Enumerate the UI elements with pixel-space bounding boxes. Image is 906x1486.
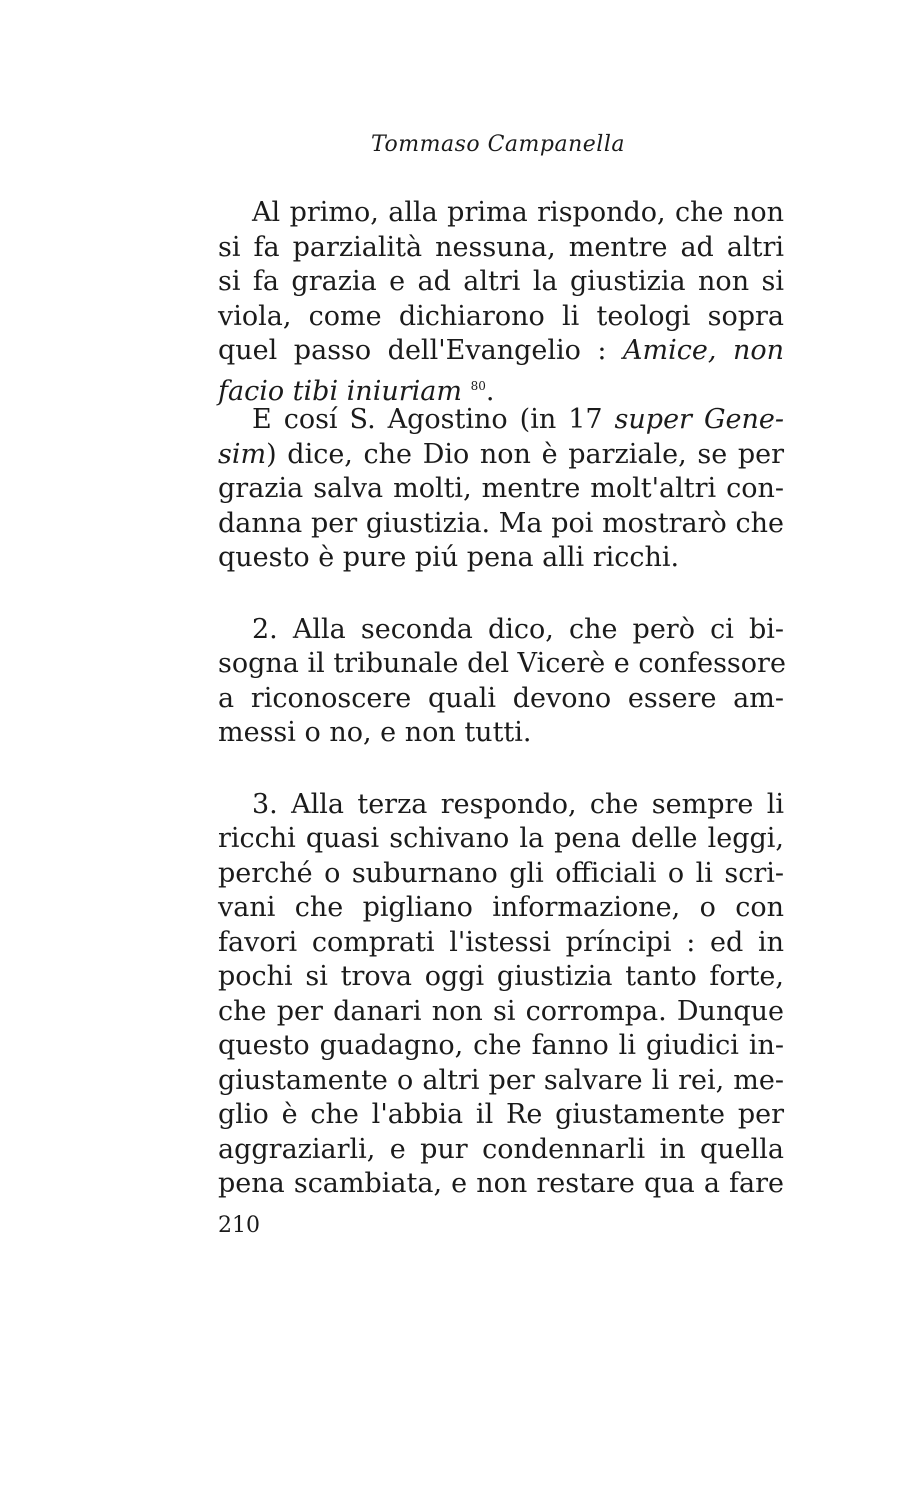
text-line: pochi si trova oggi giustizia tanto forte, bbox=[218, 961, 784, 992]
text-line: favori comprati l'istessi príncipi : ed in bbox=[218, 926, 784, 958]
latin-quote: facio tibi iniuriam bbox=[218, 375, 462, 407]
text-line: danna per giustizia. Ma poi mostrarò che bbox=[218, 507, 784, 539]
text-line: si fa parzialità nessuna, mentre ad altri bbox=[218, 231, 784, 263]
running-head: Tommaso Campanella bbox=[371, 132, 625, 157]
text-line: 2. Alla seconda dico, che però ci bi- bbox=[252, 613, 784, 645]
text-line: messi o no, e non tutti. bbox=[218, 717, 532, 748]
paragraph-3 bbox=[218, 613, 784, 751]
text-line bbox=[218, 334, 784, 369]
text-line: 3. Alla terza respondo, che sempre li bbox=[252, 788, 784, 820]
text-line: pena scambiata, e non restare qua a fare bbox=[218, 1168, 784, 1199]
text-line: giustamente o altri per salvare li rei, me- bbox=[218, 1064, 784, 1096]
latin-title: sim bbox=[218, 438, 267, 470]
text-line: che per danari non si corrompa. Dunque bbox=[218, 995, 784, 1027]
latin-title: super Gene- bbox=[614, 404, 784, 435]
text-line: grazia salva molti, mentre molt'altri con- bbox=[218, 473, 784, 504]
page-number: 210 bbox=[218, 1213, 260, 1238]
text-run: quel passo dell'Evangelio : bbox=[218, 335, 607, 366]
text-line bbox=[218, 403, 784, 438]
text-line: viola, come dichiarono li teologi sopra bbox=[218, 300, 784, 332]
text-run: E cosí S. Agostino (in 17 bbox=[252, 404, 603, 435]
text-line: sogna il tribunale del Vicerè e confessore bbox=[218, 648, 786, 679]
text-line: questo guadagno, che fanno li giudici in- bbox=[218, 1030, 784, 1061]
text-line: vani che pigliano informazione, o con bbox=[218, 892, 784, 923]
paragraph-gap bbox=[218, 576, 784, 613]
text-line: perché o suburnano gli officiali o li scri- bbox=[218, 857, 784, 889]
text-line: ricchi quasi schivano la pena delle leggi, bbox=[218, 823, 784, 854]
text-line bbox=[218, 369, 784, 407]
text-line: questo è pure piú pena alli ricchi. bbox=[218, 542, 680, 573]
text-line: aggraziarli, e pur condennarli in quella bbox=[218, 1133, 784, 1165]
latin-quote: Amice, non bbox=[623, 335, 784, 366]
paragraph-4 bbox=[218, 788, 784, 1202]
text-line: Al primo, alla prima rispondo, che non bbox=[252, 197, 784, 228]
text-line bbox=[218, 438, 784, 473]
footnote-ref: 80 bbox=[470, 378, 486, 393]
text-line: si fa grazia e ad altri la giustizia non si bbox=[218, 266, 784, 297]
text-line: glio è che l'abbia il Re giustamente per bbox=[218, 1099, 784, 1130]
text-line: a riconoscere quali devono essere am- bbox=[218, 682, 784, 714]
paragraph-2 bbox=[218, 403, 784, 576]
text-run: . bbox=[485, 375, 495, 407]
paragraph-gap bbox=[218, 751, 784, 788]
paragraph-1 bbox=[218, 196, 784, 407]
body-text bbox=[218, 196, 784, 1202]
text-run: ) dice, che Dio non è parziale, se per bbox=[266, 438, 784, 470]
